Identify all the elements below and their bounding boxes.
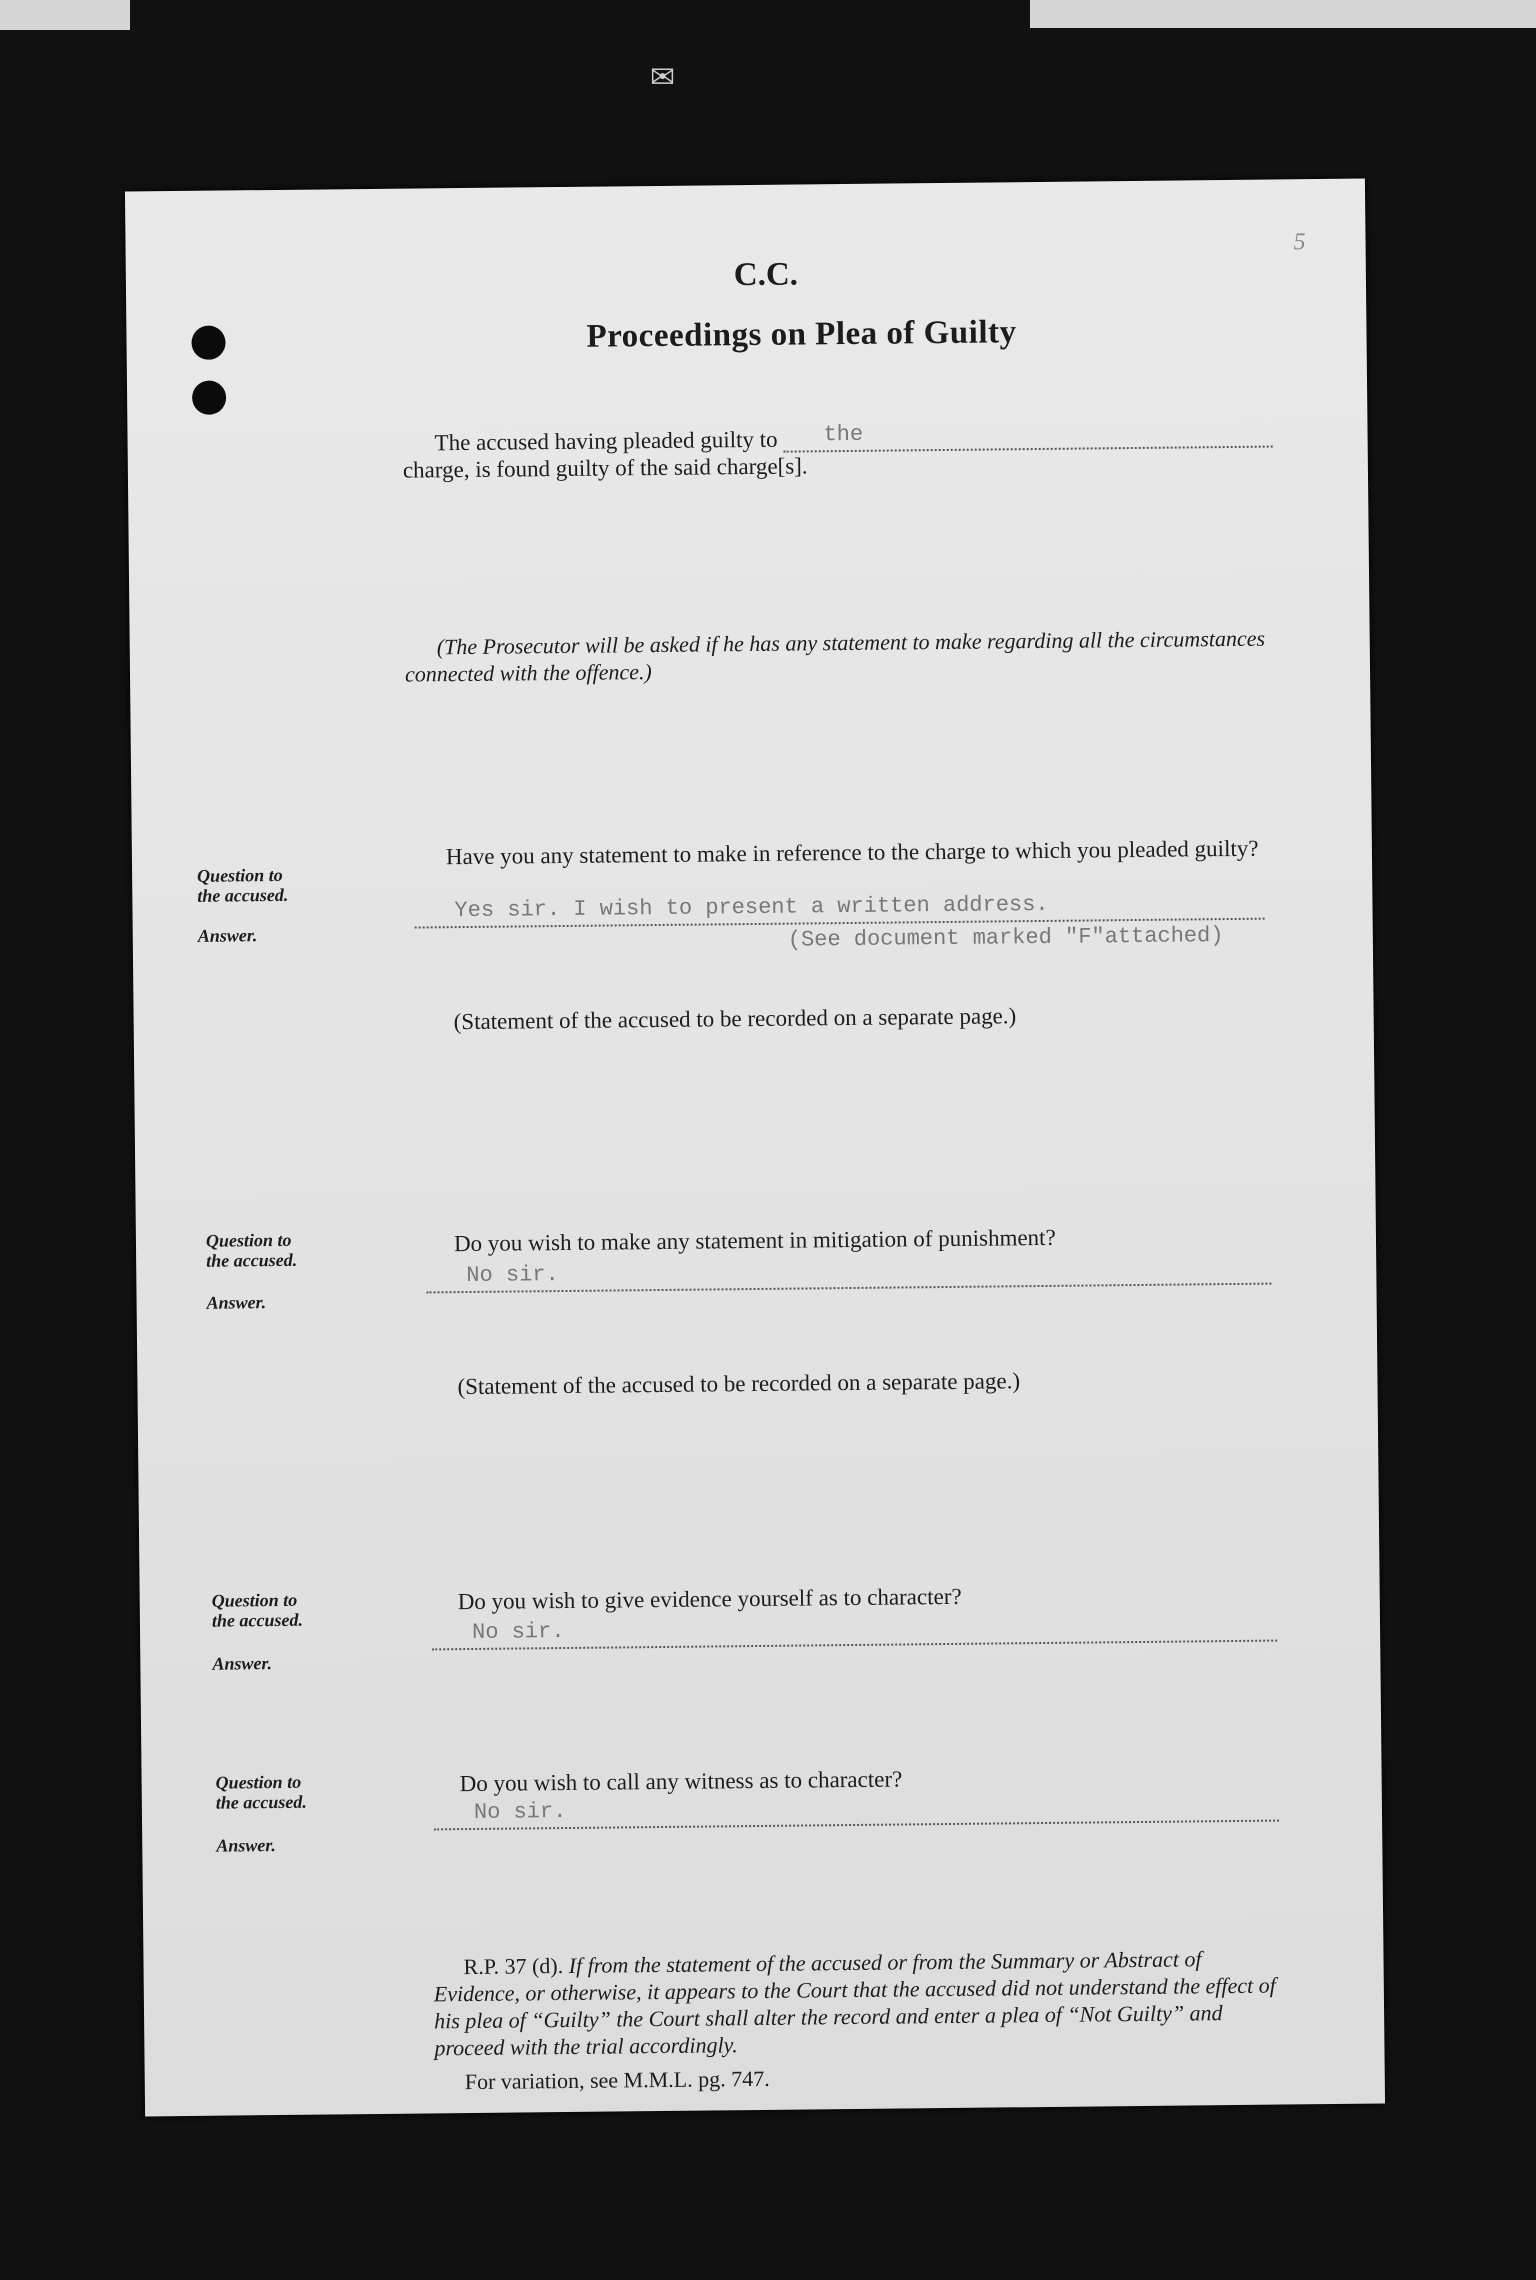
answer-1-value: Yes sir. I wish to present a written address. <box>454 891 1049 924</box>
rule-text: If from the statement of the accused or from the Summary or Abstract of Evidence, or otherwise, it appears to the Court that the accused did not understand the effect of his plea of “Guilty” the Court shall alter the record and enter a plea of “Not Guilty” and proceed with the trial accordingly. <box>433 1946 1276 2061</box>
prosecutor-note: (The Prosecutor will be asked if he has any statement to make regarding all the circumstances connected with the offence.) <box>404 625 1266 687</box>
plea-prefix: The accused having pleaded guilty to <box>434 426 778 456</box>
plea-filled-value: the <box>823 421 864 448</box>
answer-label: Answer. <box>197 925 258 946</box>
punch-hole-icon <box>192 380 226 414</box>
footer-rule <box>433 1944 1289 2061</box>
plea-fill-line <box>783 418 1272 453</box>
plea-section <box>402 418 1273 484</box>
variation-note: For variation, see M.M.L. pg. 747. <box>464 2065 770 2095</box>
question-3-text: Do you wish to give evidence yourself as to character? <box>457 1583 962 1615</box>
answer-label: Answer. <box>206 1292 267 1313</box>
question-label: Question to the accused. <box>197 864 289 906</box>
answer-1-note: (See document marked "F"attached) <box>787 923 1224 953</box>
folio-number: 5 <box>1293 229 1306 256</box>
answer-2-value: No sir. <box>466 1262 559 1289</box>
page-title: Proceedings on Plea of Guilty <box>586 314 1017 355</box>
form-code: C.C. <box>733 256 799 294</box>
question-1-text: Have you any statement to make in reference to the charge to which you pleaded guilty? <box>445 835 1259 870</box>
statement-note-1: (Statement of the accused to be recorded on a separate page.) <box>453 1003 1017 1035</box>
answer-4-value: No sir. <box>473 1799 567 1825</box>
question-label: Question to the accused. <box>215 1771 307 1813</box>
answer-4-line <box>434 1792 1279 1831</box>
form-page <box>125 179 1385 2117</box>
answer-2-line <box>426 1255 1271 1294</box>
plea-suffix: charge, is found guilty of the said charge[s]. <box>402 453 808 483</box>
question-label: Question to the accused. <box>205 1229 298 1271</box>
statement-note-2: (Statement of the accused to be recorded on a separate page.) <box>457 1368 1021 1400</box>
answer-1-line <box>414 890 1264 929</box>
question-4-text: Do you wish to call any witness as to character? <box>459 1766 903 1797</box>
question-label: Question to the accused. <box>211 1589 304 1631</box>
adjacent-page-tab-right <box>1030 0 1536 28</box>
rule-number: R.P. 37 (d). <box>463 1953 564 1980</box>
answer-label: Answer. <box>212 1653 273 1674</box>
answer-3-line <box>432 1612 1277 1651</box>
paper-clip-icon: ✉ <box>650 60 676 95</box>
answer-3-value: No sir. <box>471 1619 565 1645</box>
question-2-text: Do you wish to make any statement in mitigation of punishment? <box>453 1224 1056 1257</box>
adjacent-page-tab-left <box>0 0 130 30</box>
answer-label: Answer. <box>216 1835 276 1856</box>
